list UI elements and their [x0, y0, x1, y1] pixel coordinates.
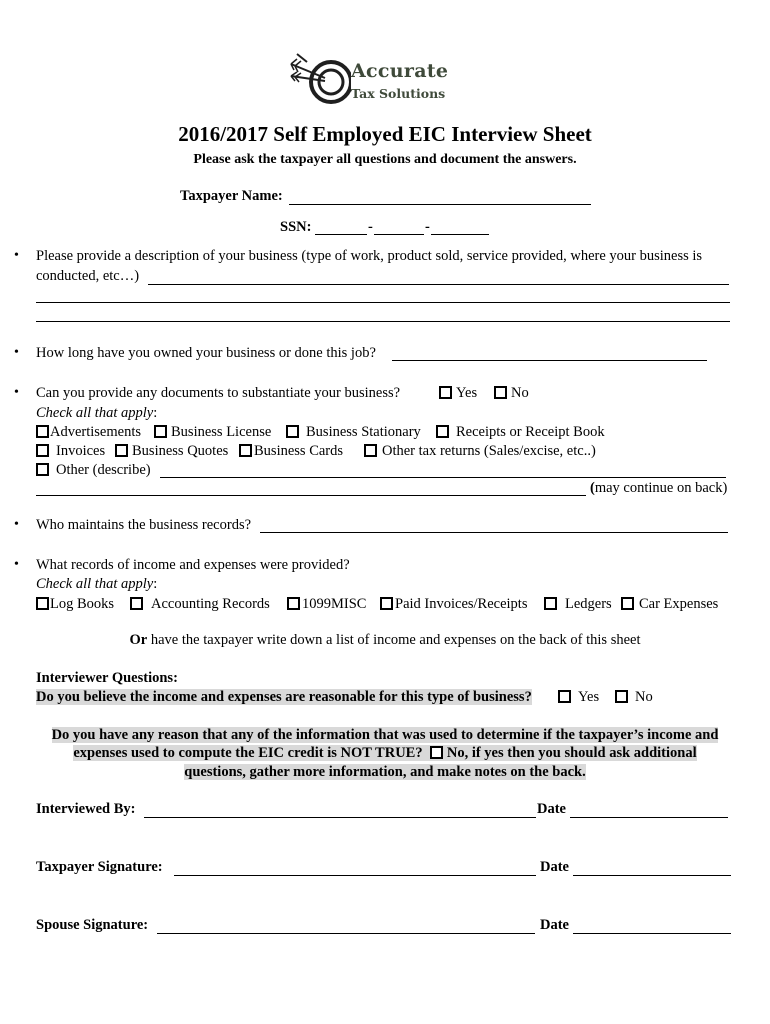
no-label: No — [511, 385, 529, 401]
documents-yes-option[interactable] — [439, 385, 477, 402]
record-option-log-books[interactable]: Log Books — [36, 596, 114, 613]
ssn-row — [280, 219, 311, 236]
q-business-desc-line1: Please provide a description of your business (type of work, product sold, service provided, where your business is — [36, 248, 703, 264]
checkbox-business-license[interactable] — [154, 425, 167, 438]
reasonable-yes-option[interactable]: Yes — [558, 689, 599, 706]
logo-subtitle: Tax Solutions — [351, 86, 446, 101]
other-describe-line-1[interactable] — [160, 477, 726, 478]
how-long-answer-line[interactable] — [392, 360, 707, 361]
doc-option-business-cards[interactable]: Business Cards — [239, 443, 343, 460]
interviewed-by-label: Interviewed By: — [36, 801, 136, 817]
may-continue-note: (may continue on back) — [590, 480, 728, 496]
page-subtitle: Please ask the taxpayer all questions and document the answers. — [193, 152, 577, 167]
ssn-sep-2: - — [425, 219, 430, 235]
yes-label: Yes — [456, 385, 478, 401]
q-true-line2-row — [0, 745, 770, 762]
who-maintains-answer-line[interactable] — [260, 532, 728, 533]
date-label-3: Date — [540, 917, 569, 933]
checkbox-advertisements[interactable] — [36, 425, 49, 438]
checkbox-invoices[interactable] — [36, 444, 49, 457]
taxpayer-signature-line[interactable] — [174, 875, 536, 876]
checkbox-paid-invoices[interactable] — [380, 597, 393, 610]
doc-option-business-stationary[interactable]: Business Stationary — [286, 424, 421, 441]
ssn-field-2[interactable] — [374, 234, 424, 235]
doc-option-invoices[interactable]: Invoices — [36, 443, 105, 460]
taxpayer-signature-label: Taxpayer Signature: — [36, 859, 163, 875]
q-who-maintains: Who maintains the business records? — [36, 517, 252, 533]
q-reasonable-row — [36, 689, 532, 706]
q-reasonable: Do you believe the income and expenses are reasonable for this type of business? — [36, 689, 532, 705]
spouse-signature-label: Spouse Signature: — [36, 917, 149, 933]
q-what-records: What records of income and expenses were provided? — [36, 557, 350, 573]
taxpayer-name-field[interactable] — [289, 204, 591, 205]
checkbox-receipts[interactable] — [436, 425, 449, 438]
doc-option-other[interactable]: Other (describe) — [36, 462, 151, 479]
record-option-accounting-records[interactable]: Accounting Records — [130, 596, 270, 613]
checkbox-ledgers[interactable] — [544, 597, 557, 610]
spouse-signature-line[interactable] — [157, 933, 535, 934]
date-label-2: Date — [540, 859, 569, 875]
bullet: • — [14, 557, 19, 572]
logo-name: Accurate — [351, 60, 449, 82]
ssn-field-1[interactable] — [315, 234, 367, 235]
interviewed-by-line[interactable] — [144, 817, 536, 818]
checkbox-other-tax-returns[interactable] — [364, 444, 377, 457]
checkbox-yes[interactable] — [439, 386, 452, 399]
record-option-paid-invoices[interactable]: Paid Invoices/Receipts — [380, 596, 527, 613]
business-desc-answer-line-1[interactable] — [148, 284, 729, 285]
date-line-2[interactable] — [573, 875, 731, 876]
checkbox-business-cards[interactable] — [239, 444, 252, 457]
taxpayer-name-row — [180, 188, 283, 205]
q-true-line2a: expenses used to compute the EIC credit is NOT TRUE? — [73, 745, 423, 761]
page-title: 2016/2017 Self Employed EIC Interview Sheet — [178, 122, 592, 146]
check-all-label-2: Check all that apply: — [36, 576, 158, 592]
checkbox-reasonable-yes[interactable] — [558, 690, 571, 703]
record-option-1099misc[interactable]: 1099MISC — [287, 596, 366, 613]
record-option-ledgers[interactable]: Ledgers — [544, 596, 612, 613]
doc-option-business-quotes[interactable]: Business Quotes — [115, 443, 228, 460]
checkbox-1099misc[interactable] — [287, 597, 300, 610]
doc-option-other-tax-returns[interactable]: Other tax returns (Sales/excise, etc..) — [364, 443, 596, 460]
date-label-1: Date — [537, 801, 566, 817]
record-option-car-expenses[interactable]: Car Expenses — [621, 596, 718, 613]
or-note: Or have the taxpayer write down a list of income and expenses on the back of this sheet — [129, 632, 641, 648]
checkbox-log-books[interactable] — [36, 597, 49, 610]
checkbox-other[interactable] — [36, 463, 49, 476]
business-desc-answer-line-2[interactable] — [36, 302, 730, 303]
bullet: • — [14, 385, 19, 400]
doc-option-business-license[interactable]: Business License — [154, 424, 271, 441]
q-true-line1-row — [0, 727, 770, 744]
checkbox-business-quotes[interactable] — [115, 444, 128, 457]
q-true-line1: Do you have any reason that any of the information that was used to determine if the taxpayer’s income and — [51, 727, 719, 743]
taxpayer-name-label: Taxpayer Name: — [180, 188, 283, 204]
bullet: • — [14, 248, 19, 263]
checkbox-no[interactable] — [494, 386, 507, 399]
q-business-desc-line2: conducted, etc…) — [36, 268, 140, 284]
target-arrows-icon — [289, 50, 351, 112]
ssn-field-3[interactable] — [431, 234, 489, 235]
company-logo — [289, 48, 459, 110]
documents-no-option[interactable] — [494, 385, 529, 402]
checkbox-car-expenses[interactable] — [621, 597, 634, 610]
q-how-long: How long have you owned your business or done this job? — [36, 345, 376, 361]
ssn-sep-1: - — [368, 219, 373, 235]
checkbox-business-stationary[interactable] — [286, 425, 299, 438]
bullet: • — [14, 517, 19, 532]
check-all-label-1: Check all that apply: — [36, 405, 158, 421]
business-desc-answer-line-3[interactable] — [36, 321, 730, 322]
other-describe-line-2[interactable] — [36, 495, 586, 496]
date-line-1[interactable] — [570, 817, 728, 818]
reasonable-no-option[interactable]: No — [615, 689, 653, 706]
interviewer-questions-heading: Interviewer Questions: — [36, 670, 178, 686]
doc-option-advertisements[interactable]: Advertisements — [36, 424, 141, 441]
q-true-line3-row — [0, 764, 770, 781]
ssn-label: SSN: — [280, 219, 312, 235]
checkbox-not-true-no[interactable] — [430, 746, 443, 759]
bullet: • — [14, 345, 19, 360]
checkbox-reasonable-no[interactable] — [615, 690, 628, 703]
q-true-line2b: No, if yes then you should ask additional — [446, 745, 697, 761]
q-true-line3: questions, gather more information, and make notes on the back. — [184, 764, 586, 780]
date-line-3[interactable] — [573, 933, 731, 934]
checkbox-accounting-records[interactable] — [130, 597, 143, 610]
doc-option-receipts[interactable]: Receipts or Receipt Book — [436, 424, 605, 441]
q-documents: Can you provide any documents to substantiate your business? — [36, 385, 401, 401]
